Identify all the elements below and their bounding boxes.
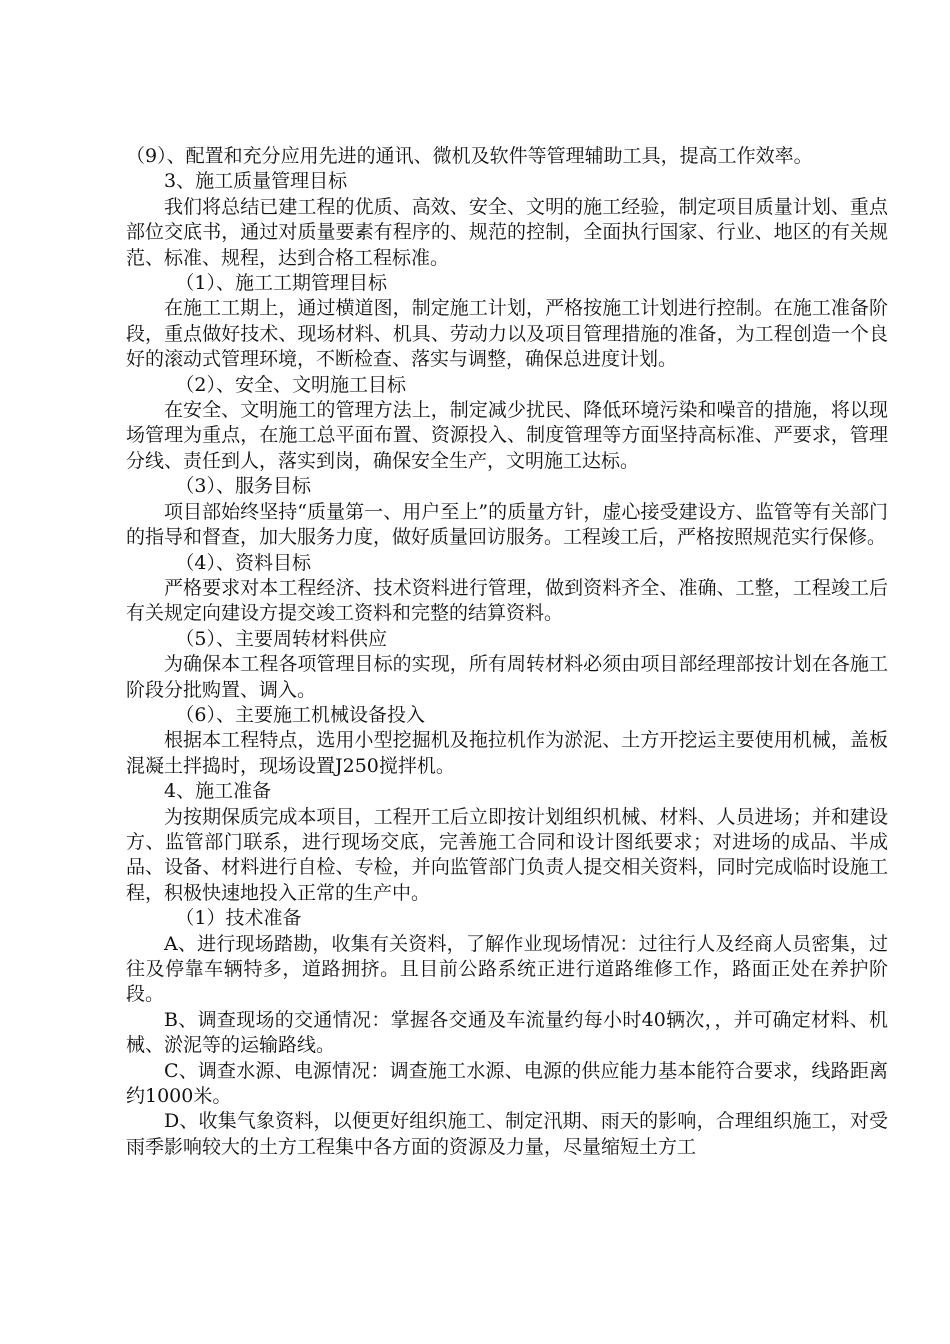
paragraph-21: C、调查水源、电源情况：调查施工水源、电源的供应能力基本能符合要求，线路距离约1000米。 (126, 1059, 888, 1108)
paragraph-20: B、调查现场的交通情况：掌握各交通及车流量约每小时40辆次，，并可确定材料、机械、淤泥等的运输路线。 (126, 1008, 888, 1057)
paragraph-15: 根据本工程特点，选用小型挖掘机及拖拉机作为淤泥、土方开挖运主要使用机械，盖板混凝土拌捣时，现场设置J250搅拌机。 (126, 729, 888, 777)
paragraph-11: 严格要求对本工程经济、技术资料进行管理，做到资料齐全、准确、工整，工程竣工后有关规定向建设方提交竣工资料和完整的结算资料。 (126, 576, 888, 625)
paragraph-2: 3、施工质量管理目标 (164, 170, 348, 193)
paragraph-3: 我们将总结已建工程的优质、高效、安全、文明的施工经验，制定项目质量计划、重点部位交底书，通过对质量要素有程序的、规范的控制，全面执行国家、行业、地区的有关规范、标准、规程，达到合格工程标准。 (126, 195, 888, 269)
paragraph-19: A、进行现场踏勘，收集有关资料，了解作业现场情况：过往行人及经商人员密集，过往及停靠车辆特多，道路拥挤。且目前公路系统正进行道路维修工作，路面正处在养护阶段。 (126, 932, 888, 1006)
paragraph-1: （9）、配置和充分应用先进的通讯、微机及软件等管理辅助工具，提高工作效率。 (126, 145, 813, 167)
paragraph-4: （1）、施工工期管理目标 (175, 272, 387, 295)
paragraph-5: 在施工工期上，通过横道图，制定施工计划，严格按施工计划进行控制。在施工准备阶段，重点做好技术、现场材料、机具、劳动力以及项目管理措施的准备，为工程创造一个良好的滚动式管理环境，不断检查、落实与调整，确保总进度计划。 (126, 297, 888, 371)
paragraph-12: （5）、主要周转材料供应 (175, 627, 387, 650)
paragraph-7: 在安全、文明施工的管理方法上，制定减少扰民、降低环境污染和噪音的措施，将以现场管理为重点，在施工总平面布置、资源投入、制度管理等方面坚持高标准、严要求，管理分线、责任到人，落实到岗，确保安全生产，文明施工达标。 (126, 399, 888, 472)
document-body (126, 144, 888, 1160)
paragraph-22: D、收集气象资料，以便更好组织施工、制定汛期、雨天的影响，合理组织施工，对受雨季影响较大的土方工程集中各方面的资源及力量，尽量缩短土方工 (126, 1110, 888, 1158)
paragraph-13: 为确保本工程各项管理目标的实现，所有周转材料必须由项目部经理部按计划在各施工阶段分批购置、调入。 (126, 653, 888, 701)
paragraph-10: （4）、资料目标 (175, 551, 311, 574)
paragraph-8: （3）、服务目标 (175, 475, 311, 498)
paragraph-14: （6）、主要施工机械设备投入 (175, 703, 425, 726)
paragraph-16: 4、施工准备 (164, 780, 272, 803)
paragraph-17: 为按期保质完成本项目，工程开工后立即按计划组织机械、材料、人员进场；并和建设方、监管部门联系，进行现场交底，完善施工合同和设计图纸要求；对进场的成品、半成品、设备、材料进行自检、专检，并向监管部门负责人提交相关资料，同时完成临时设施工程，积极快速地投入正常的生产中。 (126, 805, 888, 904)
paragraph-6: （2）、安全、文明施工目标 (175, 373, 406, 396)
paragraph-9: 项目部始终坚持“质量第一、用户至上”的质量方针，虚心接受建设方、监管等有关部门的指导和督查，加大服务力度，做好质量回访服务。工程竣工后，严格按照规范实行保修。 (126, 500, 888, 549)
paragraph-18: （1）技术准备 (175, 907, 302, 930)
